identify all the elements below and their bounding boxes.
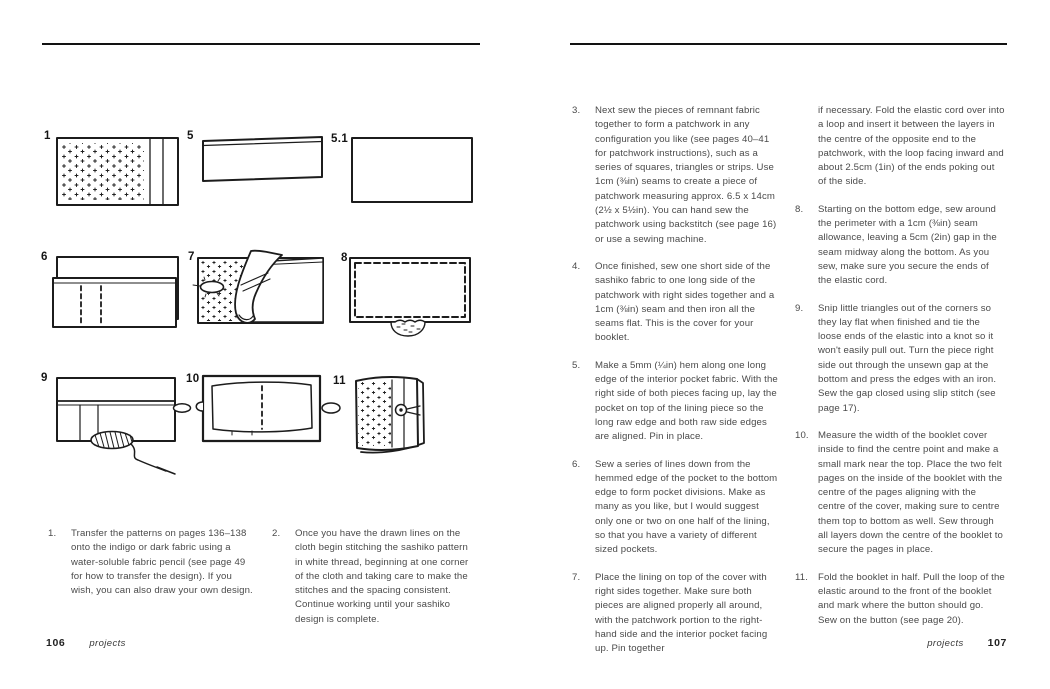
- step-text: Sew a series of lines down from the hemmed edge of the pocket to the bottom edge to form pocket divisions. Make as many as you like, but I would suggest only one or two on one half of the lining, so that you have a variety of different sized pockets.: [595, 458, 778, 556]
- step-4: [572, 260, 778, 346]
- step-text: Measure the width of the booklet cover inside to find the centre point and make a small mark near the top. Place the two felt pages on the inside of the booklet with the centre of the pages aligning with the centre of the cover, making sure to centre them top to bottom as well. Sew through all layers down the centre of the booklet to secure the pages in place.: [818, 429, 1004, 556]
- figure-label-11: 11: [333, 375, 346, 387]
- figure-6-pocket-divisions: [53, 257, 178, 327]
- figure-label-7: 7: [188, 251, 195, 263]
- figure-8-perimeter-stitching: [350, 258, 470, 336]
- step-text: Snip little triangles out of the corners so they lay flat when finished and tie the loose ends of the elastic into a knot so it won't easily pull out. Turn the piece right side out through the unsewn gap at the bottom and press the edges with an iron. Sew the gap closed using slip stitch (see page 17).: [818, 302, 997, 414]
- step-number: 4.: [572, 260, 581, 272]
- left-page-top-rule: [42, 43, 480, 45]
- figure-5-hemmed-pocket: [203, 137, 322, 181]
- figure-label-8: 8: [341, 252, 348, 264]
- step-text: Transfer the patterns on pages 136–138 onto the indigo or dark fabric using a water-soluble fabric pencil (see page 49 for how to transfer the design). If you wish, you can also draw your own design.: [71, 528, 253, 597]
- figure-5-1-lining-piece: [352, 138, 472, 202]
- step-10: [795, 429, 1005, 558]
- step-text: Next sew the pieces of remnant fabric together to form a patchwork in any configuration you like (see pages 40–41 for patchwork instructions), such as a series of squares, triangles or strips. Use 1cm (⅜in) seams to create a piece of patchwork measuring approx. 6.5 x 14cm (2½ x 5½in). You can hand sew the patchwork using backstitch (see page 16) or use a sewing machine.: [595, 105, 777, 245]
- step-9: [795, 302, 1005, 416]
- figure-label-10: 10: [186, 373, 200, 385]
- figure-label-6: 6: [41, 251, 48, 263]
- figure-label-5: 5: [187, 130, 194, 142]
- left-page-footer: [46, 637, 126, 649]
- step-6: [572, 458, 778, 558]
- step-text: Starting on the bottom edge, sew around the perimeter with a 1cm (⅜in) seam allowance, leaving a 5cm (2in) gap in the seam midway along the bottom. As you sew, make sure you secure the ends of the elastic cord.: [818, 203, 997, 287]
- step-number: 7.: [572, 571, 581, 583]
- step-number: 2.: [272, 528, 281, 539]
- figure-9-slip-stitch-gap: [57, 378, 191, 474]
- figure-1-sashiko-panel: [57, 138, 178, 205]
- figure-label-1: 1: [44, 130, 51, 142]
- figure-10-open-booklet: [196, 376, 340, 441]
- step-text: Once you have the drawn lines on the cloth begin stitching the sashiko pattern in white thread, beginning at one corner of the cloth and taking care to make the stitches and the spacing consistent. Continue working until your sashiko design is complete.: [295, 528, 469, 625]
- left-page-column-1: [48, 527, 254, 598]
- left-page-column-2: [272, 527, 478, 627]
- right-page-footer: [927, 637, 1007, 649]
- section-title-right: projects: [927, 638, 964, 649]
- step-text: Once finished, sew one short side of the sashiko fabric to one long side of the patchwork with right sides together and a 1cm (⅜in) seam and then iron all the seams flat. This is the cover for your booklet.: [595, 260, 775, 344]
- step-7: [572, 571, 778, 657]
- step-3: [572, 104, 778, 247]
- page-number-left: 106: [46, 637, 66, 649]
- step-text: Make a 5mm (¼in) hem along one long edge of the interior pocket fabric. With the right side of both pieces facing up, lay the pocket on top of the lining piece so the long raw edge and both raw side edges are aligned. Pin in place.: [595, 359, 778, 443]
- step-number: 3.: [572, 105, 581, 116]
- step-2: [272, 527, 478, 627]
- section-title-left: projects: [89, 638, 126, 649]
- figure-11-folded-booklet: [356, 377, 424, 453]
- step-1: [48, 527, 254, 598]
- instruction-diagrams: [35, 125, 490, 480]
- step-text: if necessary. Fold the elastic cord over into a loop and insert it between the layers in the centre of the opposite end to the patchwork, with the loop facing inward and about 2.5cm (1in) of the ends poking out of the side.: [818, 105, 1005, 188]
- right-page-column-1: [572, 104, 778, 656]
- step-number: 10.: [795, 429, 809, 441]
- figure-7-lining-over-cover: [193, 251, 323, 323]
- figure-label-5-1: 5.1: [331, 133, 349, 145]
- right-page-top-rule: [570, 43, 1007, 45]
- page-number-right: 107: [987, 637, 1007, 649]
- step-8: [795, 203, 1005, 289]
- step-5: [572, 359, 778, 445]
- step-number: 11.: [795, 571, 808, 583]
- step-number: 9.: [795, 302, 804, 314]
- step-text: Fold the booklet in half. Pull the loop of the elastic around to the front of the booklet and mark where the button should go. Sew on the button (see page 20).: [818, 571, 1005, 626]
- step-7-continued: [795, 104, 1005, 190]
- figure-label-9: 9: [41, 372, 48, 384]
- step-number: 5.: [572, 359, 581, 371]
- figures-area: [35, 125, 490, 480]
- step-number: [795, 104, 818, 190]
- right-page-column-2: [795, 104, 1005, 628]
- step-11: [795, 571, 1005, 628]
- step-number: 8.: [795, 203, 804, 215]
- step-number: 1.: [48, 528, 57, 539]
- step-number: 6.: [572, 458, 581, 470]
- step-text: Place the lining on top of the cover with right sides together. Make sure both pieces are aligned properly all around, with the patchwork portion to the right-hand side and the interior pocket facing up. Pin together: [595, 571, 768, 655]
